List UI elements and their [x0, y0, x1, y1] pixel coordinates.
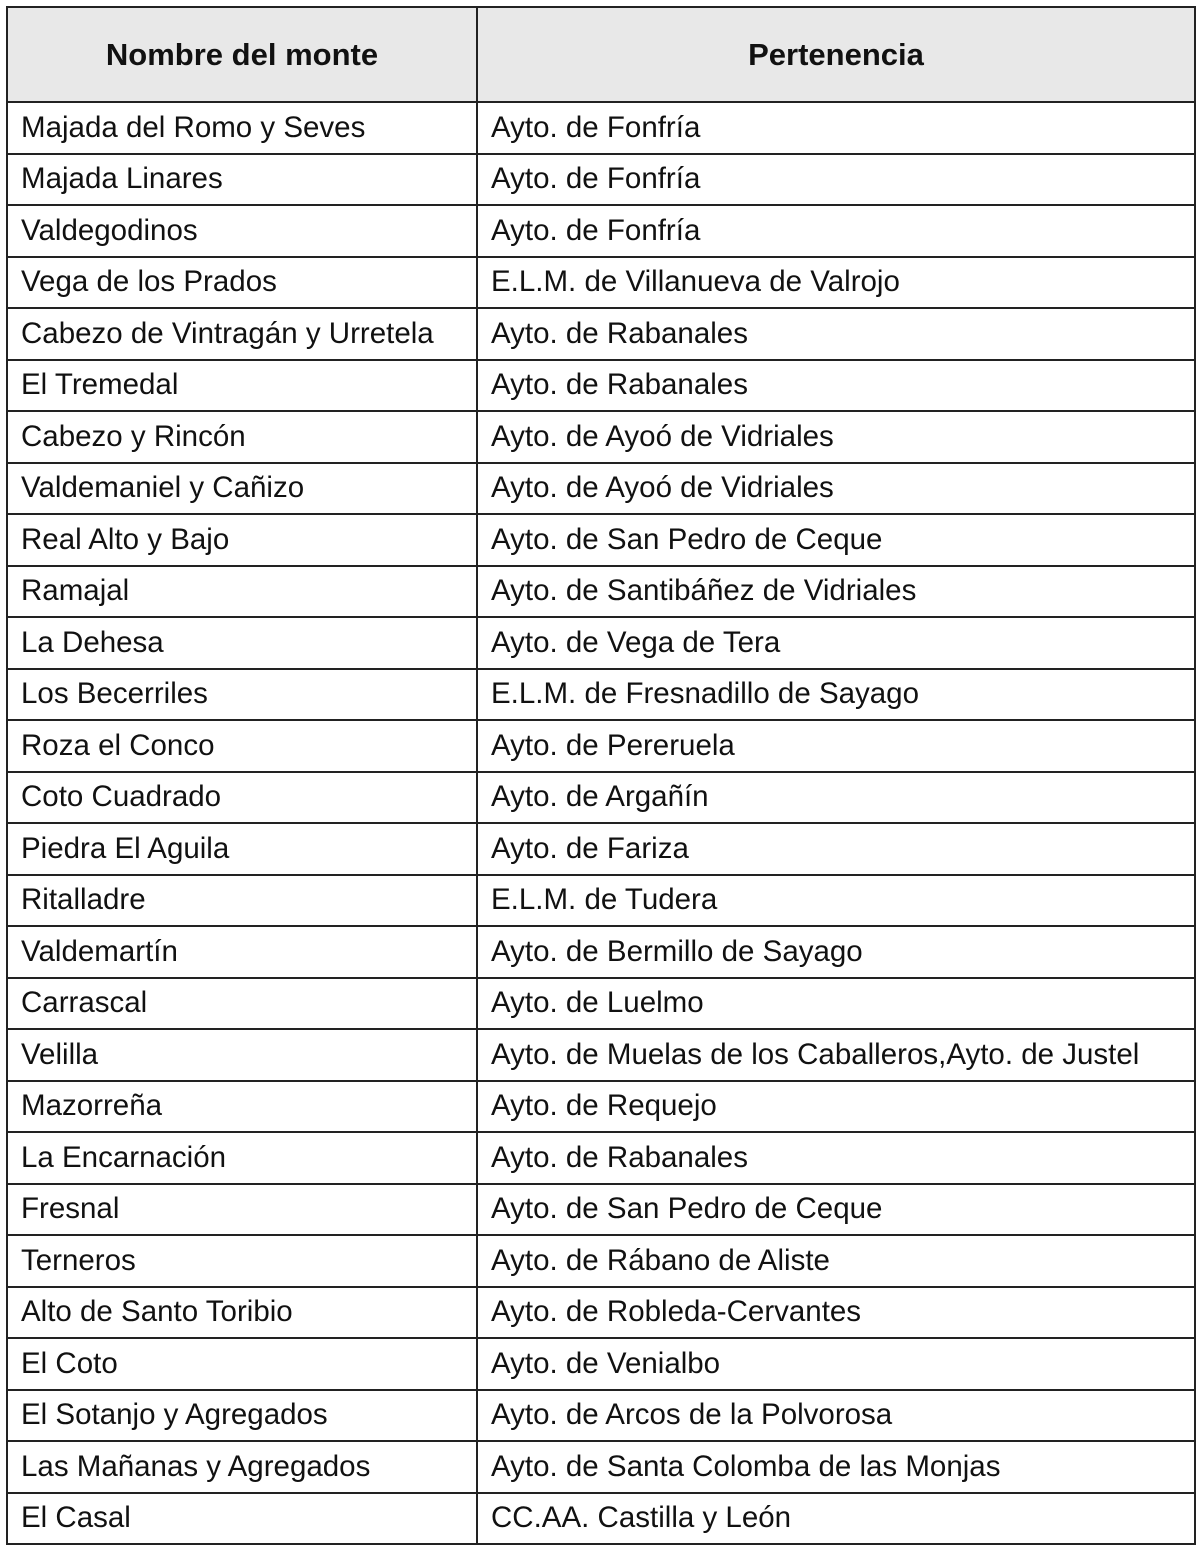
table-row — [7, 926, 1195, 978]
cell-nombre-del-monte: Majada del Romo y Seves — [7, 102, 477, 154]
table-row — [7, 154, 1195, 206]
table-row — [7, 1235, 1195, 1287]
cell-nombre-del-monte: El Tremedal — [7, 360, 477, 412]
cell-pertenencia: E.L.M. de Tudera — [477, 875, 1195, 927]
table-row — [7, 514, 1195, 566]
table-row — [7, 360, 1195, 412]
header-pertenencia: Pertenencia — [477, 7, 1195, 102]
table-row — [7, 1132, 1195, 1184]
cell-pertenencia: Ayto. de San Pedro de Ceque — [477, 1184, 1195, 1236]
cell-pertenencia: Ayto. de Fonfría — [477, 205, 1195, 257]
table-row — [7, 1441, 1195, 1493]
cell-pertenencia: Ayto. de Fariza — [477, 823, 1195, 875]
table-row — [7, 102, 1195, 154]
cell-pertenencia: Ayto. de Bermillo de Sayago — [477, 926, 1195, 978]
cell-pertenencia: Ayto. de Requejo — [477, 1081, 1195, 1133]
table-row — [7, 1287, 1195, 1339]
cell-pertenencia: Ayto. de Santa Colomba de las Monjas — [477, 1441, 1195, 1493]
cell-pertenencia: Ayto. de Argañín — [477, 772, 1195, 824]
cell-nombre-del-monte: La Encarnación — [7, 1132, 477, 1184]
table-row — [7, 1081, 1195, 1133]
cell-nombre-del-monte: Roza el Conco — [7, 720, 477, 772]
cell-pertenencia: Ayto. de Fonfría — [477, 154, 1195, 206]
cell-nombre-del-monte: El Coto — [7, 1338, 477, 1390]
header-nombre-del-monte: Nombre del monte — [7, 7, 477, 102]
cell-pertenencia: Ayto. de Fonfría — [477, 102, 1195, 154]
cell-nombre-del-monte: Cabezo de Vintragán y Urretela — [7, 308, 477, 360]
table-row — [7, 720, 1195, 772]
table-row — [7, 875, 1195, 927]
table-row — [7, 823, 1195, 875]
cell-pertenencia: Ayto. de Robleda-Cervantes — [477, 1287, 1195, 1339]
cell-pertenencia: CC.AA. Castilla y León — [477, 1493, 1195, 1545]
cell-nombre-del-monte: Fresnal — [7, 1184, 477, 1236]
cell-nombre-del-monte: Velilla — [7, 1029, 477, 1081]
header-row — [7, 7, 1195, 102]
table-row — [7, 463, 1195, 515]
cell-nombre-del-monte: Los Becerriles — [7, 669, 477, 721]
table-row — [7, 669, 1195, 721]
table-row — [7, 772, 1195, 824]
cell-pertenencia: Ayto. de Rabanales — [477, 1132, 1195, 1184]
table-row — [7, 1029, 1195, 1081]
cell-nombre-del-monte: El Casal — [7, 1493, 477, 1545]
table-header — [7, 7, 1195, 102]
cell-pertenencia: Ayto. de Rabanales — [477, 308, 1195, 360]
table-body — [7, 102, 1195, 1544]
cell-pertenencia: Ayto. de Ayoó de Vidriales — [477, 463, 1195, 515]
cell-pertenencia: Ayto. de Venialbo — [477, 1338, 1195, 1390]
cell-pertenencia: Ayto. de Ayoó de Vidriales — [477, 411, 1195, 463]
cell-nombre-del-monte: Vega de los Prados — [7, 257, 477, 309]
montes-table-container — [6, 6, 1194, 1545]
cell-pertenencia: E.L.M. de Fresnadillo de Sayago — [477, 669, 1195, 721]
cell-nombre-del-monte: Cabezo y Rincón — [7, 411, 477, 463]
cell-nombre-del-monte: Coto Cuadrado — [7, 772, 477, 824]
cell-nombre-del-monte: Terneros — [7, 1235, 477, 1287]
cell-nombre-del-monte: El Sotanjo y Agregados — [7, 1390, 477, 1442]
cell-pertenencia: Ayto. de Luelmo — [477, 978, 1195, 1030]
cell-pertenencia: Ayto. de Arcos de la Polvorosa — [477, 1390, 1195, 1442]
table-row — [7, 205, 1195, 257]
cell-nombre-del-monte: La Dehesa — [7, 617, 477, 669]
cell-pertenencia: Ayto. de Rabanales — [477, 360, 1195, 412]
montes-table — [6, 6, 1196, 1545]
table-row — [7, 1338, 1195, 1390]
cell-nombre-del-monte: Ramajal — [7, 566, 477, 618]
cell-nombre-del-monte: Las Mañanas y Agregados — [7, 1441, 477, 1493]
table-row — [7, 566, 1195, 618]
cell-nombre-del-monte: Majada Linares — [7, 154, 477, 206]
cell-nombre-del-monte: Valdegodinos — [7, 205, 477, 257]
table-row — [7, 1493, 1195, 1545]
cell-nombre-del-monte: Alto de Santo Toribio — [7, 1287, 477, 1339]
table-row — [7, 1390, 1195, 1442]
cell-nombre-del-monte: Mazorreña — [7, 1081, 477, 1133]
table-row — [7, 308, 1195, 360]
cell-pertenencia: Ayto. de San Pedro de Ceque — [477, 514, 1195, 566]
cell-nombre-del-monte: Carrascal — [7, 978, 477, 1030]
cell-nombre-del-monte: Ritalladre — [7, 875, 477, 927]
cell-pertenencia: Ayto. de Vega de Tera — [477, 617, 1195, 669]
cell-nombre-del-monte: Real Alto y Bajo — [7, 514, 477, 566]
table-row — [7, 257, 1195, 309]
cell-nombre-del-monte: Valdemaniel y Cañizo — [7, 463, 477, 515]
cell-pertenencia: Ayto. de Muelas de los Caballeros,Ayto. de Justel — [477, 1029, 1195, 1081]
cell-nombre-del-monte: Valdemartín — [7, 926, 477, 978]
table-row — [7, 411, 1195, 463]
cell-pertenencia: E.L.M. de Villanueva de Valrojo — [477, 257, 1195, 309]
cell-nombre-del-monte: Piedra El Aguila — [7, 823, 477, 875]
table-row — [7, 1184, 1195, 1236]
table-row — [7, 617, 1195, 669]
cell-pertenencia: Ayto. de Santibáñez de Vidriales — [477, 566, 1195, 618]
table-row — [7, 978, 1195, 1030]
cell-pertenencia: Ayto. de Rábano de Aliste — [477, 1235, 1195, 1287]
cell-pertenencia: Ayto. de Pereruela — [477, 720, 1195, 772]
